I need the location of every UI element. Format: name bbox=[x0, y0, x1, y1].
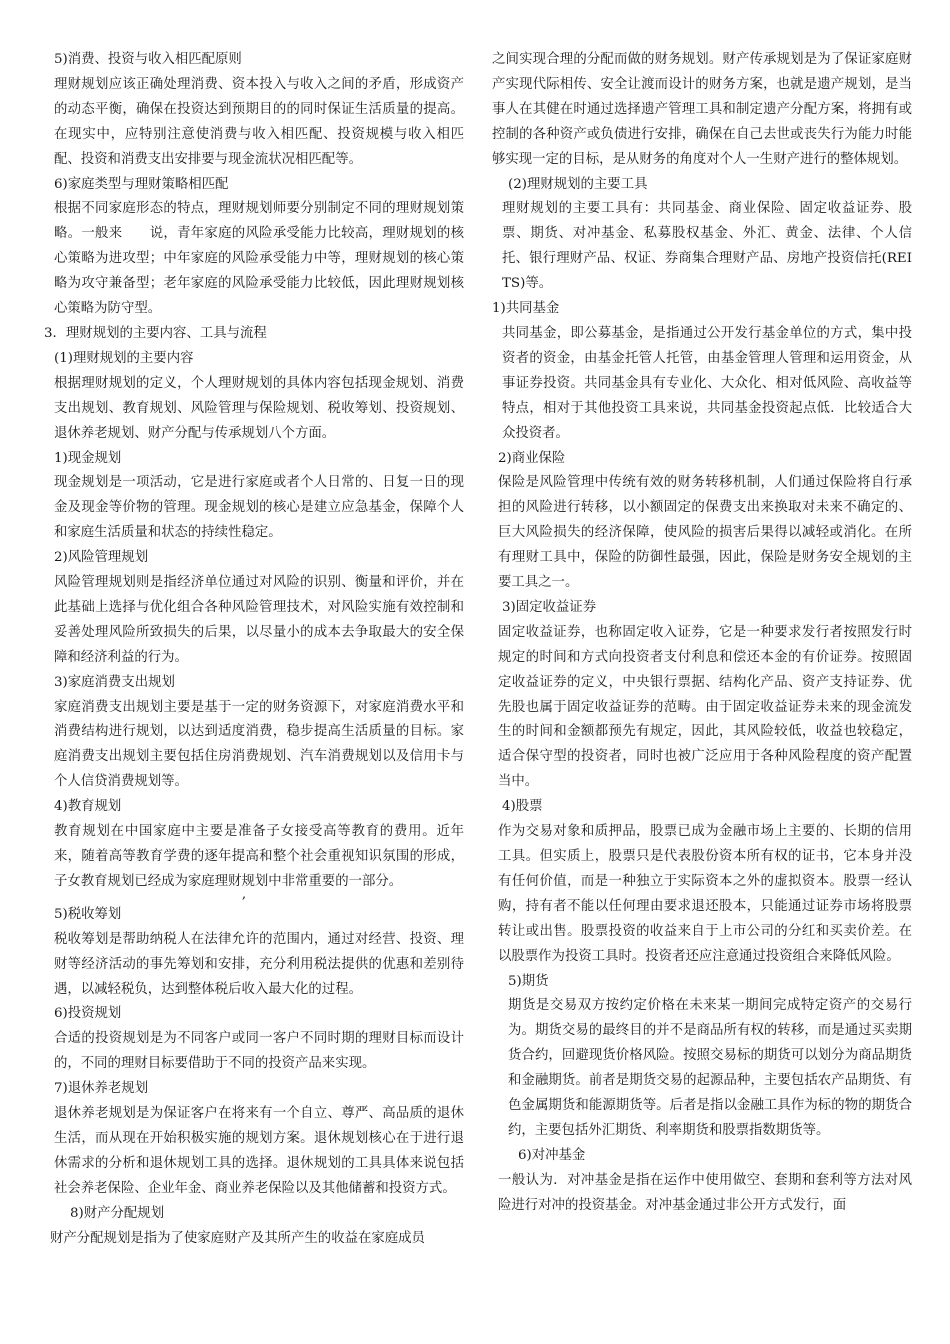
paragraph: 税收筹划是帮助纳税人在法律允许的范围内，通过对经营、投资、理财等经济活动的事先筹划和安排，充分利用税法提供的优惠和差别待遇，以减轻税负，达到整体税后收入最大化的过程。 bbox=[54, 931, 464, 997]
section-heading: 4)股票 bbox=[502, 799, 543, 815]
paragraph: 理财规划的主要工具有：共同基金、商业保险、固定收益证券、股票、期货、对冲基金、私募股权基金、外汇、黄金、法律、个人信托、银行理财产品、权证、券商集合理财产品、房地产投资信托(REITS)等。 bbox=[502, 201, 912, 292]
paragraph: 根据理财规划的定义，个人理财规划的具体内容包括现金规划、消费支出规划、教育规划、风险管理与保险规划、税收筹划、投资规划、退休养老规划、财产分配与传承规划八个方面。 bbox=[54, 375, 464, 441]
section-heading: 1)现金规划 bbox=[54, 450, 122, 466]
paragraph: 保险是风险管理中传统有效的财务转移机制，人们通过保险将自行承担的风险进行转移，以小额固定的保费支出来换取对未来不确定的、巨大风险损失的经济保障，使风险的损害后果得以减轻或消化。在所有理财工具中，保险的防御性最强，因此，保险是财务安全规划的主要工具之一。 bbox=[498, 475, 912, 591]
section-heading: 3)固定收益证券 bbox=[502, 599, 597, 615]
section-heading: 6)投资规划 bbox=[54, 1006, 122, 1022]
paragraph: 家庭消费支出规划主要是基于一定的财务资源下，对家庭消费水平和消费结构进行规划，以达到适度消费，稳步提高生活质量的目标。家庭消费支出规划主要包括住房消费规划、汽车消费规划以及信用卡与个人信贷消费规划等。 bbox=[54, 699, 464, 790]
paragraph: 共同基金，即公募基金，是指通过公开发行基金单位的方式，集中投资者的资金，由基金托管人托管，由基金管理人管理和运用资金，从事证券投资。共同基金具有专业化、大众化、相对低风险、高收益等特点，相对于其他投资工具来说，共同基金投资起点低．比较适合大众投资者。 bbox=[502, 325, 912, 441]
paragraph: 合适的投资规划是为不同客户或同一客户不同时期的理财目标而设计的，不同的理财目标要借助于不同的投资产品来实现。 bbox=[54, 1031, 464, 1072]
section-heading: 5)期货 bbox=[508, 973, 549, 989]
paragraph: 教育规划在中国家庭中主要是准备子女接受高等教育的费用。近年来，随着高等教育学费的逐年提高和整个社会重视知识氛围的形成，子女教育规划已经成为家庭理财规划中非常重要的一部分。 bbox=[54, 824, 464, 889]
section-heading: 8)财产分配规划 bbox=[70, 1205, 165, 1221]
paragraph: 根据不同家庭形态的特点，理财规划师要分别制定不同的理财规划策略。一般来 说，青年家庭的风险承受能力比较高，理财规划的核心策略为进攻型；中年家庭的风险承受能力中等，理财规划的核心策略为攻守兼备型；老年家庭的风险承受能力比较低，因此理财规划核心策略为防守型。 bbox=[54, 201, 464, 317]
chapter-heading: 3．理财规划的主要内容、工具与流程 bbox=[44, 325, 267, 341]
paragraph: 之间实现合理的分配而做的财务规划。财产传承规划是为了保证家庭财产实现代际相传、安全让渡而设计的财务方案，也就是遗产规划，是当事人在其健在时通过选择遗产管理工具和制定遗产分配方案，将拥有或控制的各种资产或负债进行安排，确保在自己去世或丧失行为能力时能够实现一定的目标，是从财务的角度对个人一生财产进行的整体规划。 bbox=[492, 52, 912, 167]
paragraph: 期货是交易双方按约定价格在未来某一期间完成特定资产的交易行为。期货交易的最终目的并不是商品所有权的转移，而是通过买卖期货合约，回避现货价格风险。按照交易标的期货可以划分为商品期货和金融期货。前者是期货交易的起源品种，主要包括农产品期货、有色金属期货和能源期货等。后者是指以金融工具作为标的物的期货合约，主要包括外汇期货、利率期货和股票指数期货等。 bbox=[508, 998, 912, 1138]
section-heading: 4)教育规划 bbox=[54, 799, 122, 815]
paragraph: 退休养老规划是为保证客户在将来有一个自立、尊严、高品质的退休生活，而从现在开始积极实施的规划方案。退休规划核心在于进行退休需求的分析和退休规划工具的选择。退休规划的工具具体来说包括社会养老保险、企业年金、商业养老保险以及其他储蓄和投资方式。 bbox=[54, 1106, 464, 1196]
section-heading: 3)家庭消费支出规划 bbox=[54, 674, 175, 690]
paragraph: 一般认为．对冲基金是指在运作中使用做空、套期和套利等方法对风险进行对冲的投资基金。对冲基金通过非公开方式发行，面 bbox=[498, 1172, 912, 1213]
paragraph: 现金规划是一项活动，它是进行家庭或者个人日常的、日复一日的现金及现金等价物的管理。现金规划的核心是建立应急基金，保障个人和家庭生活质量和状态的持续性稳定。 bbox=[54, 475, 464, 541]
section-heading: 2)风险管理规划 bbox=[54, 550, 149, 566]
section-heading: 2)商业保险 bbox=[498, 450, 566, 466]
paragraph: 风险管理规划则是指经济单位通过对风险的识别、衡量和评价，并在此基础上选择与优化组合各种风险管理技术，对风险实施有效控制和妥善处理风险所致损失的后果，以尽量小的成本去争取最大的安全保障和经济利益的行为。 bbox=[54, 575, 464, 665]
section-heading: 6)对冲基金 bbox=[518, 1147, 586, 1163]
section-heading: 1)共同基金 bbox=[492, 301, 560, 317]
section-heading: 5)消费、投资与收入相匹配原则 bbox=[54, 52, 242, 67]
section-heading: 5)税收筹划 bbox=[54, 906, 122, 922]
paragraph: 作为交易对象和质押品，股票已成为金融市场上主要的、长期的信用工具。但实质上，股票只是代表股份资本所有权的证书，它本身并没有任何价值，而是一种独立于实际资本之外的虚拟资本。股票一经认购，持有者不能以任何理由要求退还股本，只能通过证券市场将股票转让或出售。股票投资的收益来自于上市公司的分红和买卖价差。在以股票作为投资工具时。投资者还应注意通过投资组合来降低风险。 bbox=[498, 824, 912, 964]
paragraph: 固定收益证券，也称固定收入证券，它是一种要求发行者按照发行时规定的时间和方式向投资者支付利息和偿还本金的有价证券。按照固定收益证券的定义，中央银行票据、结构化产品、资产支持证券、优先股也属于固定收益证券的范畴。由于固定收益证券未来的现金流发生的时间和金额都预先有规定，因此，其风险较低，收益也较稳定，适合保守型的投资者，同时也被广泛应用于各种风险程度的资产配置当中。 bbox=[498, 624, 912, 790]
section-heading: (1)理财规划的主要内容 bbox=[54, 350, 194, 366]
paragraph: 财产分配规划是指为了使家庭财产及其所产生的收益在家庭成员 bbox=[50, 1230, 425, 1246]
paragraph: 理财规划应该正确处理消费、资本投入与收入之间的矛盾，形成资产的动态平衡，确保在投资达到预期目的的同时保证生活质量的提高。在现实中，应特别注意使消费与收入相匹配、投资规模与收入相匹配、投资和消费支出安排要与现金流状况相匹配等。 bbox=[54, 76, 464, 167]
section-heading: (2)理财规划的主要工具 bbox=[508, 176, 648, 192]
section-heading: 7)退休养老规划 bbox=[54, 1081, 149, 1097]
section-heading: 6)家庭类型与理财策略相匹配 bbox=[54, 176, 229, 192]
stray-mark: , bbox=[241, 886, 247, 902]
right-column bbox=[492, 48, 912, 1219]
left-column bbox=[44, 48, 464, 1252]
